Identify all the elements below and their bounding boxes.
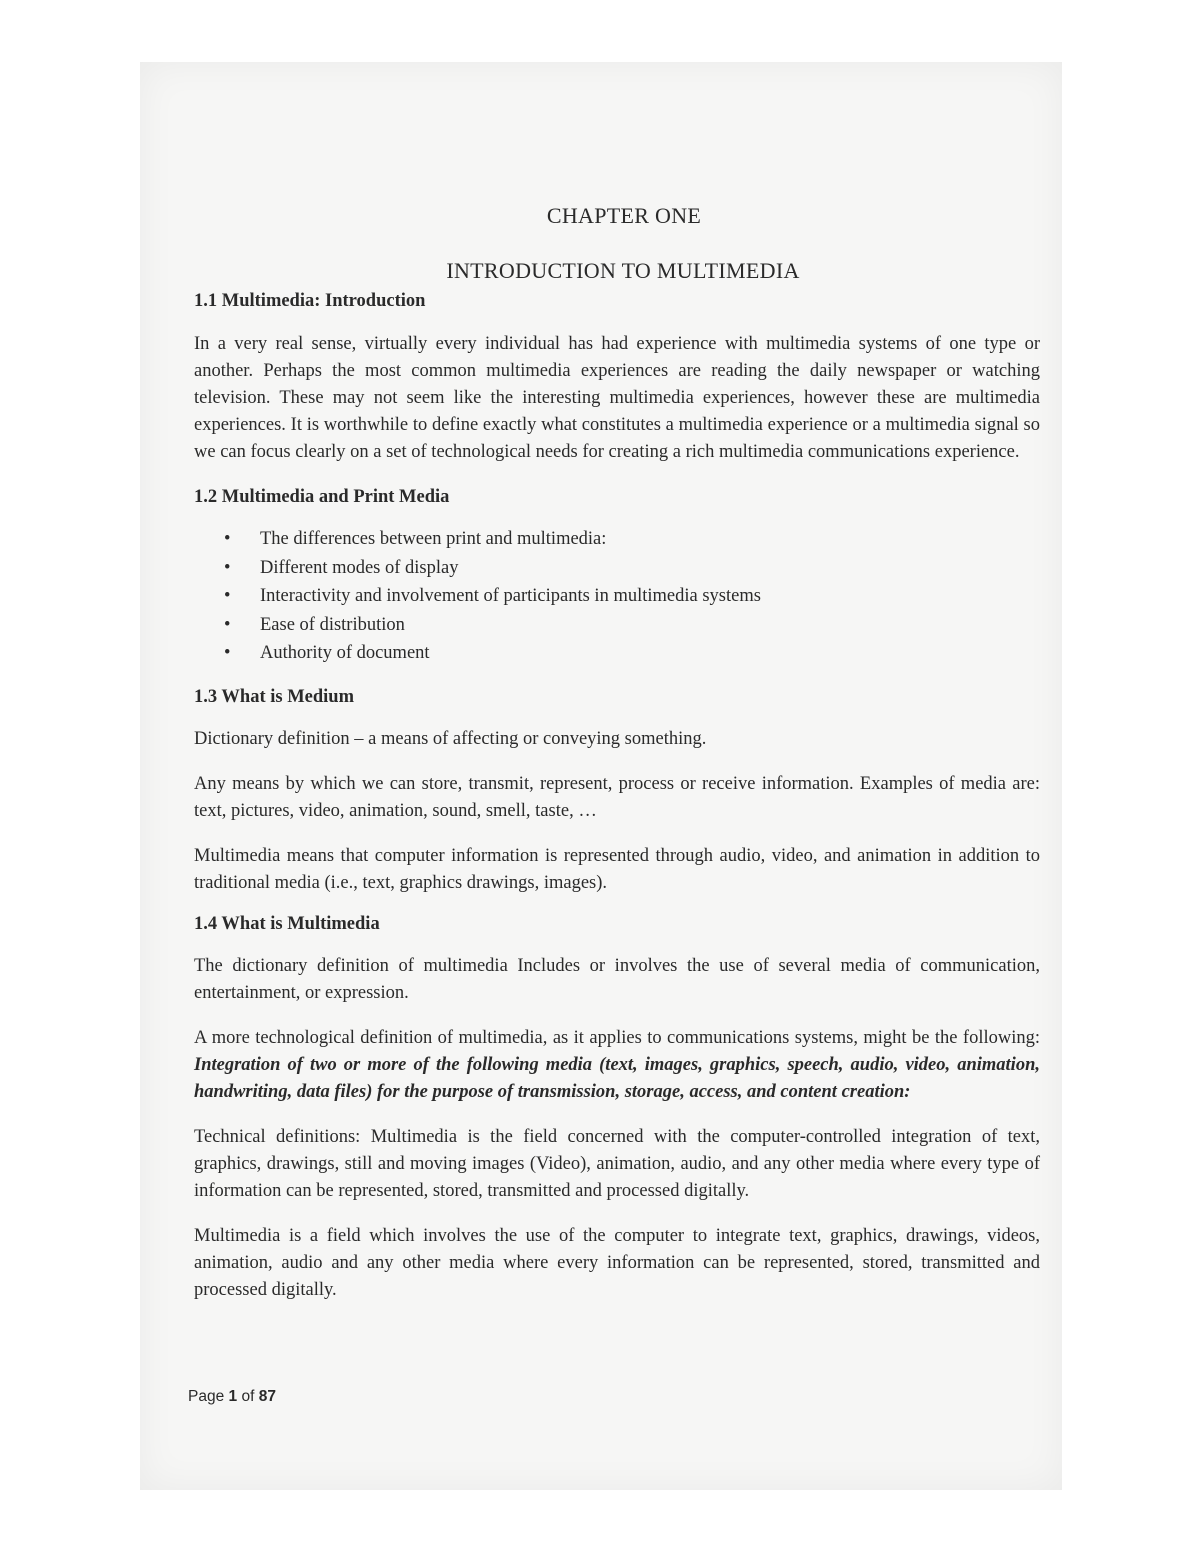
page-content [194, 202, 1040, 1304]
section-heading-1-2: 1.2 Multimedia and Print Media [194, 487, 450, 507]
list-item [224, 639, 1040, 668]
section-heading-1-4: 1.4 What is Multimedia [194, 913, 380, 934]
list-item-text: Authority of document [260, 643, 430, 663]
current-page-number: 1 [228, 1388, 238, 1405]
bullet-icon: • [224, 586, 231, 606]
definition-emphasis-text: Integration of two or more of the following media (text, images, graphics, speech, audio, video, animation, handwriting, data files) for the purpose of transmission, storage, access, and content creation: [194, 1054, 1040, 1102]
page-number-footer [188, 1388, 276, 1406]
list-item-text: The differences between print and multimedia: [260, 529, 607, 549]
page-word: Page [188, 1388, 225, 1405]
print-media-bullet-list [194, 525, 1040, 668]
bullet-icon: • [224, 643, 231, 663]
section-1-3-paragraph-1: Dictionary definition – a means of affecting or conveying something. [194, 728, 707, 749]
chapter-subtitle: INTRODUCTION TO MULTIMEDIA [446, 258, 800, 283]
section-heading-1-1: 1.1 Multimedia: Introduction [194, 291, 426, 311]
chapter-title: CHAPTER ONE [546, 203, 702, 228]
bullet-icon: • [224, 614, 231, 635]
definition-lead-text: A more technological definition of multimedia, as it applies to communications systems, might be the following: [194, 1027, 1040, 1048]
list-item-text: Ease of distribution [260, 614, 405, 635]
of-word: of [241, 1388, 255, 1405]
section-heading-1-3: 1.3 What is Medium [194, 686, 355, 707]
list-item [224, 554, 1040, 583]
list-item [224, 525, 1040, 554]
section-1-4-paragraph-3: Technical definitions: Multimedia is the field concerned with the computer-controlled integration of text, graphics, drawings, still and moving images (Video), animation, audio, and any other media where every type of information can be represented, stored, transmitted and processed digitally. [194, 1126, 1040, 1201]
section-1-3-paragraph-2: Any means by which we can store, transmit, represent, process or receive information. Examples of media are: text, pictures, video, animation, sound, smell, taste, … [194, 773, 1040, 821]
section-1-4-paragraph-1: The dictionary definition of multimedia Includes or involves the use of several media of communication, entertainment, or expression. [194, 955, 1040, 1003]
list-item-text: Different modes of display [260, 557, 459, 578]
bullet-icon: • [224, 529, 231, 549]
section-1-4-paragraph-4: Multimedia is a field which involves the use of the computer to integrate text, graphics, drawings, videos, animation, audio and any other media where every information can be represented, stored, transmitted and processed digitally. [194, 1225, 1040, 1300]
list-item-text: Interactivity and involvement of participants in multimedia systems [260, 586, 761, 606]
section-1-4-paragraph-2 [194, 1025, 1040, 1106]
bullet-icon: • [224, 557, 231, 578]
section-1-3-paragraph-3: Multimedia means that computer information is represented through audio, video, and animation in addition to traditional media (i.e., text, graphics drawings, images). [194, 845, 1040, 893]
document-page [140, 62, 1062, 1490]
section-1-1-paragraph: In a very real sense, virtually every individual has had experience with multimedia systems of one type or another. Perhaps the most common multimedia experiences are reading the daily newspaper or watching television. These may not seem like the interesting multimedia experiences, however these are multimedia experiences. It is worthwhile to define exactly what constitutes a multimedia experience or a multimedia signal so we can focus clearly on a set of technological needs for creating a rich multimedia communications experience. [194, 334, 1040, 462]
list-item [224, 611, 1040, 640]
total-pages-number: 87 [258, 1388, 276, 1405]
list-item [224, 582, 1040, 611]
